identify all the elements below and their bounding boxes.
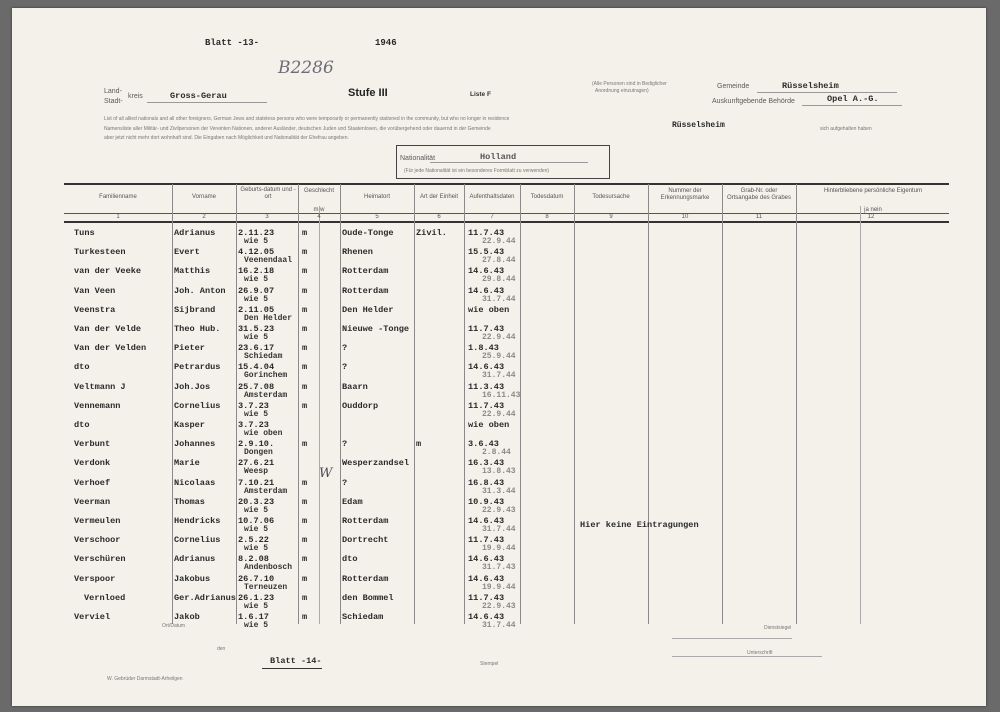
cell-stay-to: 19.9.44	[482, 544, 516, 554]
cell-birth-place: wie 5	[244, 525, 269, 534]
handwritten-number: B2286	[278, 58, 334, 78]
cell-stay-from: 16.8.43	[468, 477, 505, 488]
cell-firstname: Pieter	[174, 343, 205, 354]
cell-stay-to: 31.7.44	[482, 621, 516, 630]
cell-birth-date: 26.1.23	[238, 592, 275, 603]
cell-birth-date: 26.7.10	[238, 573, 275, 584]
cell-home: Edam	[342, 496, 363, 507]
cell-birth-place: wie 5	[244, 409, 269, 419]
table-row	[12, 478, 986, 497]
cell-birth-place: Veenendaal	[244, 256, 293, 266]
cell-sex: m	[302, 324, 308, 334]
cell-home: ?	[342, 439, 348, 450]
cell-surname: Verspoor	[74, 573, 116, 584]
instruction-2: Namensliste aller Militär- und Zivilpersonen der Vereinten Nationen, anderer Ausländer, deutschen Juden und Staatenlosen, die vorübergehend oder dauernd in der Gemeinde	[104, 126, 491, 132]
cell-firstname: Sijbrand	[174, 304, 216, 315]
cell-firstname: Joh.Jos	[174, 381, 211, 392]
cell-stay-from: 11.3.43	[468, 381, 505, 392]
cell-birth-place: Andenbosch	[244, 563, 293, 573]
cell-stay-from: 3.6.43	[468, 439, 499, 450]
cell-firstname: Ger.Adrianus	[174, 592, 236, 603]
cell-firstname: Cornelius	[174, 535, 221, 546]
year: 1946	[375, 38, 397, 48]
cell-home: ?	[342, 477, 348, 488]
cell-surname: Veerman	[74, 496, 111, 507]
cell-stay-to: 27.8.44	[482, 256, 516, 266]
note-line-2: Anordnung einzutragen)	[595, 88, 649, 94]
table-row	[12, 439, 986, 458]
remark-text: Hier keine Eintragungen	[580, 520, 699, 530]
cell-sex: m	[302, 247, 308, 258]
cell-surname: Verschüren	[74, 554, 126, 565]
colnum: 6	[437, 214, 441, 220]
cell-stay-to: 2.8.44	[482, 448, 511, 458]
table-row	[12, 420, 986, 439]
colnum: 9	[609, 214, 613, 220]
gemeinde-label: Gemeinde	[717, 83, 750, 90]
cell-surname: Vennemann	[74, 400, 121, 411]
cell-sex: m	[302, 285, 308, 296]
colhead-birth: Geburts-datum und -ort	[240, 187, 296, 200]
liste-label: Liste F	[470, 91, 491, 98]
cell-stay-from: 16.3.43	[468, 458, 505, 469]
cell-sex: m	[302, 516, 308, 526]
cell-sex: m	[302, 400, 308, 411]
next-sheet: Blatt -14-	[270, 656, 322, 666]
cell-stay-from: 10.9.43	[468, 496, 505, 507]
table-row	[12, 516, 986, 535]
cell-birth-place: wie 5	[244, 544, 269, 554]
cell-surname: Turkesteen	[74, 247, 126, 258]
cell-firstname: Adrianus	[174, 554, 216, 565]
cell-birth-place: Den Helder	[244, 313, 293, 323]
cell-stay-to: 29.8.44	[482, 275, 516, 285]
cell-firstname: Nicolaas	[174, 477, 216, 488]
handwritten-sex-mark: W	[319, 466, 333, 481]
document-sheet	[12, 8, 986, 706]
cell-stay-from: 14.6.43	[468, 516, 505, 526]
cell-home: ?	[342, 362, 348, 373]
cell-stay-to: 22.9.44	[482, 409, 516, 419]
cell-birth-date: 1.6.17	[238, 612, 269, 622]
cell-birth-date: 2.11.05	[238, 304, 275, 315]
cell-surname: Van der Velden	[74, 343, 147, 354]
cell-birth-date: 15.4.04	[238, 362, 275, 373]
table-row	[12, 535, 986, 554]
cell-surname: Veltmann J	[74, 381, 126, 392]
colnum: 12	[867, 214, 875, 220]
cell-stay-to: 25.9.44	[482, 352, 516, 362]
cell-firstname: Thomas	[174, 496, 205, 507]
cell-birth-date: 2.11.23	[238, 228, 275, 238]
cell-firstname: Petrardus	[174, 362, 221, 373]
behoerde-label: Auskunftgebende Behörde	[712, 98, 795, 105]
cell-birth-date: 2.5.22	[238, 535, 269, 546]
cell-birth-place: wie 5	[244, 333, 269, 342]
table-row	[12, 554, 986, 573]
cell-unit: Zivil.	[416, 228, 447, 238]
cell-birth-place: Gorinchem	[244, 371, 288, 381]
table-row	[12, 401, 986, 420]
sheet-number: Blatt -13-	[205, 38, 260, 48]
cell-stay-from: 11.7.43	[468, 535, 505, 546]
cell-stay-from: 11.7.43	[468, 324, 505, 334]
cell-home: Rotterdam	[342, 573, 389, 584]
cell-surname: Van Veen	[74, 285, 116, 296]
cell-home: Den Helder	[342, 304, 394, 315]
cell-birth-place: wie oben	[244, 429, 283, 438]
table-number-rule	[64, 221, 949, 223]
cell-surname: dto	[74, 420, 90, 430]
cell-stay-to: 22.9.44	[482, 237, 516, 246]
cell-home: Baarn	[342, 381, 368, 392]
cell-stay-to: 31.7.43	[482, 563, 516, 573]
nationality-value: Holland	[480, 152, 517, 162]
table-row	[12, 593, 986, 612]
cell-home: ?	[342, 343, 348, 354]
table-row	[12, 612, 986, 631]
cell-birth-date: 20.3.23	[238, 496, 275, 507]
cell-birth-date: 7.10.21	[238, 477, 275, 488]
cell-stay-from: wie oben	[468, 304, 510, 315]
cell-stay-from: 11.7.43	[468, 228, 505, 238]
cell-birth-date: 3.7.23	[238, 420, 269, 430]
cell-sex: m	[302, 477, 308, 488]
kreis-value: Gross-Gerau	[170, 91, 227, 101]
cell-stay-from: 14.6.43	[468, 554, 505, 565]
cell-stay-from: 11.7.43	[468, 400, 505, 411]
cell-sex: m	[302, 439, 308, 450]
cell-firstname: Marie	[174, 458, 200, 469]
cell-home: den Bommel	[342, 592, 394, 603]
colhead-home: Heimatort	[363, 194, 390, 200]
dienstsiegel-label: Dienstsiegel	[764, 625, 792, 631]
cell-firstname: Joh. Anton	[174, 285, 226, 296]
instruction-1: List of all allied nationals and all other foreigners, German Jews and stateless persons who were temporarily or permanently stationed in the community, but who no longer in residence	[104, 116, 510, 122]
cell-home: Dortrecht	[342, 535, 389, 546]
cell-unit: m	[416, 439, 422, 450]
cell-birth-date: 31.5.23	[238, 324, 275, 334]
cell-home: Rhenen	[342, 247, 373, 258]
instruction-2-tail: sich aufgehalten haben	[820, 126, 872, 132]
table-row	[12, 324, 986, 343]
cell-birth-place: Amsterdam	[244, 486, 288, 496]
cell-stay-from: 1.8.43	[468, 343, 499, 354]
instruction-2-value: Rüsselsheim	[672, 121, 725, 130]
cell-birth-date: 26.9.07	[238, 285, 275, 296]
colnum: 8	[545, 214, 549, 220]
table-row	[12, 362, 986, 381]
table-row	[12, 497, 986, 516]
table-row	[12, 343, 986, 362]
cell-birth-place: wie 5	[244, 601, 269, 611]
colnum: 7	[490, 214, 494, 220]
table-row	[12, 574, 986, 593]
cell-birth-date: 25.7.08	[238, 381, 275, 392]
cell-firstname: Evert	[174, 247, 200, 258]
cell-stay-to: 31.3.44	[482, 486, 516, 496]
cell-stay-from: 15.5.43	[468, 247, 505, 258]
cell-surname: Van der Velde	[74, 324, 142, 334]
cell-birth-place: wie 5	[244, 505, 269, 515]
cell-surname: Verbunt	[74, 439, 111, 450]
colnum: 10	[681, 214, 689, 220]
cell-birth-date: 16.2.18	[238, 266, 275, 277]
next-sheet-underline	[262, 668, 322, 669]
gemeinde-value: Rüsselsheim	[782, 81, 839, 91]
table-row	[12, 247, 986, 266]
cell-stay-to: 31.7.44	[482, 294, 516, 304]
colnum: 5	[375, 214, 379, 220]
cell-sex: m	[302, 612, 308, 622]
cell-stay-from: 14.6.43	[468, 573, 505, 584]
signature-line-2	[672, 656, 822, 657]
cell-firstname: Adrianus	[174, 228, 216, 238]
cell-birth-place: wie 5	[244, 275, 269, 285]
behoerde-underline	[802, 105, 902, 106]
colnum: 11	[755, 214, 763, 220]
cell-surname: Verhoef	[74, 477, 111, 488]
table-row	[12, 305, 986, 324]
table-row	[12, 458, 986, 477]
cell-home: Rotterdam	[342, 266, 389, 277]
cell-firstname: Jakob	[174, 612, 200, 622]
colnum: 2	[202, 214, 206, 220]
cell-birth-place: Weesp	[244, 467, 269, 477]
ort-datum-label: Ort/Datum	[162, 623, 186, 629]
colhead-firstname: Vorname	[191, 194, 216, 200]
stempel-label: Stempel	[480, 661, 499, 667]
kreis-label: kreis	[128, 93, 143, 100]
cell-home: Rotterdam	[342, 285, 389, 296]
table-row	[12, 228, 986, 247]
cell-surname: Veenstra	[74, 304, 116, 315]
kreis-underline	[147, 102, 267, 103]
unterschrift-label: Unterschrift	[747, 650, 773, 656]
cell-birth-date: 4.12.05	[238, 247, 275, 258]
table-row	[12, 266, 986, 285]
cell-stay-to: 13.8.43	[482, 467, 516, 477]
cell-firstname: Theo Hub.	[174, 324, 221, 334]
colhead-sex-sub: m w	[313, 207, 325, 213]
note-line-1: (Alle Personen sind in Bediglicher	[592, 81, 667, 87]
cell-sex: m	[302, 573, 308, 584]
printer-label: W. Gebrüder Darmstadt-Arheilgen	[107, 676, 183, 682]
cell-stay-to: 22.9.43	[482, 505, 516, 515]
cell-stay-from: 14.6.43	[468, 362, 505, 373]
colhead-death-date: Todesdatum	[530, 194, 564, 200]
cell-home: dto	[342, 554, 358, 565]
cell-stay-from: 14.6.43	[468, 285, 505, 296]
stadt-label: Stadt-	[104, 98, 123, 105]
cell-home: Ouddorp	[342, 400, 379, 411]
cell-birth-place: wie 5	[244, 621, 269, 630]
cell-sex: m	[302, 266, 308, 277]
cell-surname: Vermeulen	[74, 516, 121, 526]
cell-firstname: Hendricks	[174, 516, 221, 526]
nationality-underline	[430, 162, 588, 163]
colhead-id-tag: Nummer der Erkennungsmarke	[660, 188, 710, 201]
colhead-unit: Art der Einheit	[419, 194, 459, 200]
cell-firstname: Cornelius	[174, 400, 221, 411]
cell-surname: Verschoor	[74, 535, 121, 546]
colhead-stay: Aufenthaltsdaten	[469, 194, 515, 200]
gemeinde-underline	[757, 92, 897, 93]
cell-birth-place: Schiedam	[244, 352, 283, 362]
cell-home: Nieuwe -Tonge	[342, 324, 410, 334]
cell-sex: m	[302, 343, 308, 354]
colhead-death-cause: Todesursache	[592, 194, 630, 200]
colnum: 1	[116, 214, 120, 220]
cell-surname: Vernloed	[84, 592, 126, 603]
colnum: 3	[265, 214, 269, 220]
colhead-sex: Geschlecht	[303, 188, 334, 194]
colhead-grave: Grab-Nr. oder Ortsangabe des Grabes	[726, 188, 792, 201]
cell-firstname: Kasper	[174, 420, 205, 430]
cell-birth-date: 2.9.10.	[238, 439, 275, 450]
table-top-rule	[64, 183, 949, 185]
cell-surname: van der Veeke	[74, 266, 142, 277]
cell-surname: Verviel	[74, 612, 111, 622]
den-label: den	[217, 646, 226, 652]
cell-stay-from: 14.6.43	[468, 612, 505, 622]
cell-stay-to: 31.7.44	[482, 371, 516, 381]
cell-home: Schiedam	[342, 612, 384, 622]
cell-stay-to: 31.7.44	[482, 525, 516, 534]
behoerde-value: Opel A.-G.	[827, 94, 879, 104]
cell-birth-place: wie 5	[244, 294, 269, 304]
nationality-label: Nationalität	[400, 155, 436, 162]
colnum: 4	[317, 214, 321, 220]
cell-stay-to: 16.11.43	[482, 390, 521, 400]
cell-stay-to: 22.9.44	[482, 333, 516, 342]
cell-home: Wesperzandsel	[342, 458, 410, 469]
cell-birth-place: wie 5	[244, 237, 269, 246]
cell-sex: m	[302, 228, 308, 238]
cell-birth-place: Dongen	[244, 448, 273, 458]
cell-sex: m	[302, 592, 308, 603]
cell-sex: m	[302, 496, 308, 507]
cell-stay-from: 11.7.43	[468, 592, 505, 603]
cell-birth-place: Amsterdam	[244, 390, 288, 400]
cell-stay-from: 14.6.43	[468, 266, 505, 277]
table-row	[12, 382, 986, 401]
cell-home: Rotterdam	[342, 516, 389, 526]
land-label: Land-	[104, 88, 122, 95]
cell-sex: m	[302, 304, 308, 315]
cell-birth-date: 27.6.21	[238, 458, 275, 469]
colhead-property: Hinterbliebene persönliche Eigentum	[823, 188, 923, 194]
cell-stay-from: wie oben	[468, 420, 510, 430]
cell-sex: m	[302, 381, 308, 392]
nationality-note: (Für jede Nationalität ist ein besonderes Formblatt zu verwenden)	[404, 168, 550, 174]
cell-surname: dto	[74, 362, 90, 373]
cell-firstname: Matthis	[174, 266, 211, 277]
cell-stay-to: 19.9.44	[482, 582, 516, 592]
signature-line-1	[672, 638, 792, 639]
cell-birth-date: 3.7.23	[238, 400, 269, 411]
cell-firstname: Jakobus	[174, 573, 211, 584]
colhead-property-sub: ja nein	[864, 207, 882, 213]
cell-firstname: Johannes	[174, 439, 216, 450]
stufe-title: Stufe III	[348, 87, 388, 99]
table-row	[12, 286, 986, 305]
cell-birth-date: 23.6.17	[238, 343, 275, 354]
cell-sex: m	[302, 362, 308, 373]
cell-surname: Tuns	[74, 228, 95, 238]
cell-sex: m	[302, 554, 308, 565]
cell-surname: Verdonk	[74, 458, 111, 469]
cell-home: Oude-Tonge	[342, 228, 394, 238]
cell-sex: m	[302, 535, 308, 546]
instruction-3: aber jetzt nicht mehr dort wohnhaft sind. Die Eingaben nach Möglichkeit und Nationalität der Ehefrau angeben.	[104, 135, 349, 141]
cell-birth-place: Terneuzen	[244, 582, 288, 592]
colhead-surname: Familienname	[99, 194, 137, 200]
cell-stay-to: 22.9.43	[482, 601, 516, 611]
cell-birth-date: 8.2.08	[238, 554, 269, 565]
cell-birth-date: 10.7.06	[238, 516, 275, 526]
